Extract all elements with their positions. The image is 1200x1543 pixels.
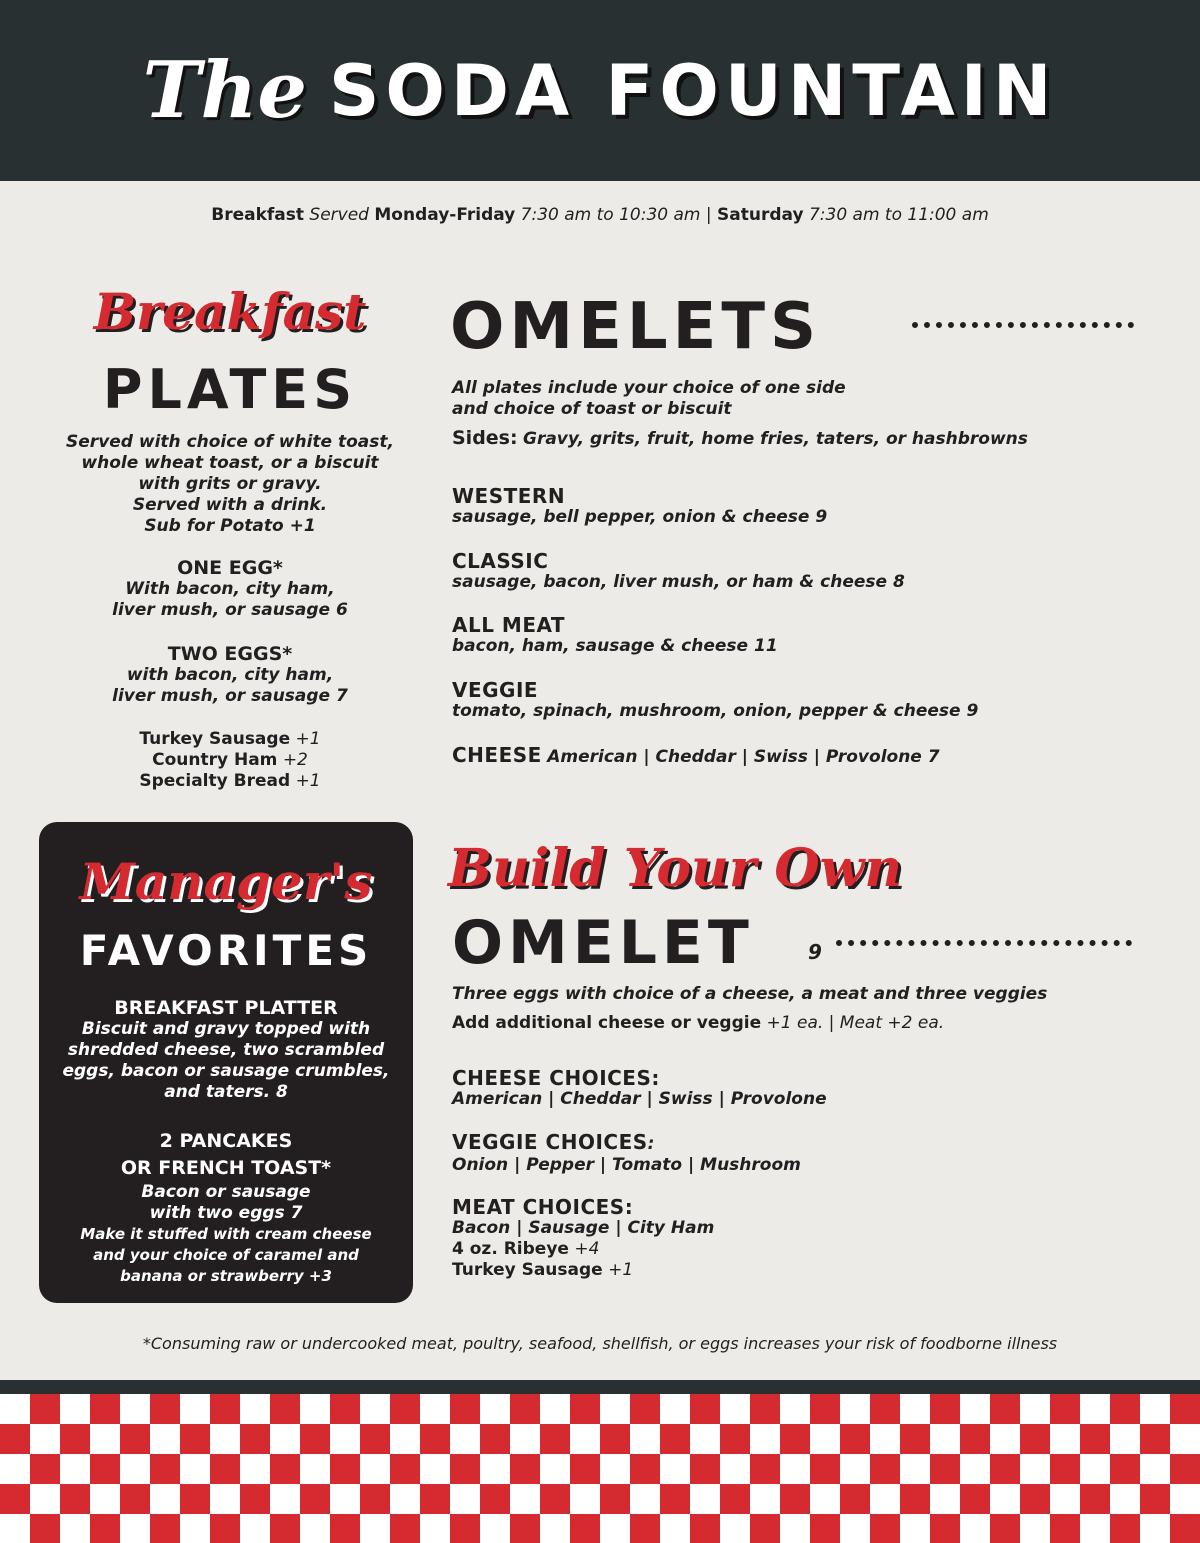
cheese-choices-text: American | Cheddar | Swiss | Provolone [452, 1089, 827, 1109]
hours-saturday-time: 7:30 am to 11:00 am [808, 205, 989, 225]
two-eggs-line: with bacon, city ham, [126, 665, 334, 685]
hours-served: Served [309, 205, 369, 225]
hours-label: Breakfast [211, 205, 304, 225]
addon-price: +1 [295, 729, 321, 749]
veggie-choices [452, 1132, 801, 1176]
two-eggs-line: liver mush, or sausage 7 [112, 686, 348, 706]
omelet-item-western [452, 486, 827, 528]
veggie-choices-label: VEGGIE CHOICES [452, 1130, 648, 1154]
addon-item [40, 750, 420, 771]
hours-weekday-time: 7:30 am to 10:30 am | [520, 205, 712, 225]
addon-item [40, 729, 420, 750]
header-the: The [142, 45, 307, 136]
build-omelet-price: 9 [808, 940, 822, 964]
platter-line: shredded cheese, two scrambled [67, 1040, 385, 1060]
build-add-label: Add additional cheese or veggie [452, 1013, 762, 1033]
sub-potato [40, 516, 420, 537]
build-dotted-leader [836, 940, 1132, 946]
stuffed-line: Make it stuffed with cream cheese [80, 1225, 372, 1243]
plates-desc-line: with grits or gravy. [138, 474, 322, 494]
pancakes-name: 2 PANCAKES [159, 1130, 293, 1152]
sides-text: Gravy, grits, fruit, home fries, taters, or hashbrowns [523, 429, 1028, 449]
build-omelet-heading: OMELET [452, 908, 754, 978]
omelet-name: WESTERN [452, 484, 566, 508]
build-intro: Three eggs with choice of a cheese, a meat and three veggies [452, 984, 1048, 1004]
cheese-choices [452, 1068, 827, 1110]
omelet-name: VEGGIE [452, 678, 539, 702]
plates-heading: PLATES [102, 358, 358, 421]
build-your-own-script-heading: Build Your Own [448, 838, 903, 899]
sides-label: Sides: [452, 427, 518, 449]
omelet-desc: tomato, spinach, mushroom, onion, pepper & cheese 9 [452, 701, 979, 721]
breakfast-platter-item [47, 998, 405, 1103]
hours-line [0, 205, 1200, 225]
omelet-desc: bacon, ham, sausage & cheese 11 [452, 636, 778, 656]
platter-name: BREAKFAST PLATTER [114, 997, 338, 1019]
meat-extra-price: +4 [574, 1239, 600, 1259]
two-eggs-item [40, 644, 420, 707]
meat-choices [452, 1197, 714, 1281]
plates-desc-line: whole wheat toast, or a biscuit [81, 453, 379, 473]
two-eggs-name: TWO EGGS* [167, 643, 293, 665]
one-egg-line: With bacon, city ham, [125, 579, 335, 599]
pancakes-line: with two eggs 7 [149, 1203, 303, 1223]
meat-extra-name: 4 oz. Ribeye [452, 1239, 569, 1259]
favorites-heading: FAVORITES [79, 926, 373, 975]
build-additional [452, 1013, 944, 1034]
one-egg-line: liver mush, or sausage 6 [112, 600, 348, 620]
stuffed-line: and your choice of caramel and [93, 1246, 359, 1264]
omelets-dotted-leader [912, 322, 1134, 328]
meat-choices-label: MEAT CHOICES: [452, 1195, 634, 1219]
cheese-choices-label: CHEESE CHOICES: [452, 1066, 660, 1090]
pancakes-name: OR FRENCH TOAST* [120, 1157, 332, 1179]
addon-name: Country Ham [152, 750, 278, 770]
plates-desc-line: Served with a drink. [132, 495, 328, 515]
hours-weekday-label: Monday-Friday [374, 205, 516, 225]
omelet-desc: American | Cheddar | Swiss | Provolone 7 [547, 747, 940, 767]
sub-potato-price: +1 [289, 516, 316, 536]
plates-description [40, 432, 420, 537]
omelets-intro [452, 378, 846, 420]
omelets-intro-line: and choice of toast or biscuit [452, 399, 732, 419]
addon-name: Turkey Sausage [139, 729, 291, 749]
platter-line: and taters. 8 [164, 1082, 288, 1102]
restaurant-name: SODA FOUNTAIN [328, 49, 1058, 132]
platter-line: eggs, bacon or sausage crumbles, [62, 1061, 390, 1081]
stuffed-line: banana or strawberry +3 [120, 1267, 332, 1285]
omelet-item-cheese [452, 745, 940, 768]
omelets-sides [452, 428, 1028, 450]
breakfast-script-heading: Breakfast [93, 282, 367, 341]
addon-item [40, 771, 420, 792]
build-add-price: +1 ea. | Meat +2 ea. [766, 1013, 945, 1033]
omelet-name: CHEESE [452, 743, 542, 767]
meat-extra-name: Turkey Sausage [452, 1260, 603, 1280]
checkerboard-footer [0, 1394, 1200, 1543]
footer-band [0, 1380, 1200, 1394]
omelet-item-all-meat [452, 615, 778, 657]
omelet-desc: sausage, bell pepper, onion & cheese 9 [452, 507, 828, 527]
managers-favorites-box [39, 822, 413, 1303]
omelet-item-veggie [452, 680, 978, 722]
omelets-heading: OMELETS [450, 290, 822, 364]
veggie-choices-text: Onion | Pepper | Tomato | Mushroom [452, 1155, 801, 1175]
omelet-item-classic [452, 551, 905, 593]
plates-desc-line: Served with choice of white toast, [66, 432, 394, 452]
sub-potato-label: Sub for Potato [144, 516, 284, 536]
omelet-name: CLASSIC [452, 549, 549, 573]
meat-extra-price: +1 [608, 1260, 634, 1280]
hours-saturday-label: Saturday [717, 205, 804, 225]
one-egg-name: ONE EGG* [177, 557, 283, 579]
managers-script-heading: Manager's [79, 852, 373, 911]
veggie-choices-colon: : [647, 1134, 655, 1154]
plates-addons [40, 729, 420, 792]
pancakes-line: Bacon or sausage [141, 1182, 311, 1202]
meat-choices-text: Bacon | Sausage | City Ham [452, 1218, 715, 1238]
one-egg-item [40, 558, 420, 621]
omelet-desc: sausage, bacon, liver mush, or ham & cheese 8 [452, 572, 905, 592]
addon-name: Specialty Bread [139, 771, 291, 791]
foodborne-illness-footnote: *Consuming raw or undercooked meat, poultry, seafood, shellfish, or eggs increases your risk of foodborne illness [142, 1334, 1058, 1353]
addon-price: +1 [295, 771, 321, 791]
omelets-intro-line: All plates include your choice of one side [452, 378, 846, 398]
header-banner [0, 0, 1200, 181]
omelet-name: ALL MEAT [452, 613, 566, 637]
pancakes-item [47, 1128, 405, 1287]
platter-line: Biscuit and gravy topped with [81, 1019, 371, 1039]
addon-price: +2 [282, 750, 308, 770]
